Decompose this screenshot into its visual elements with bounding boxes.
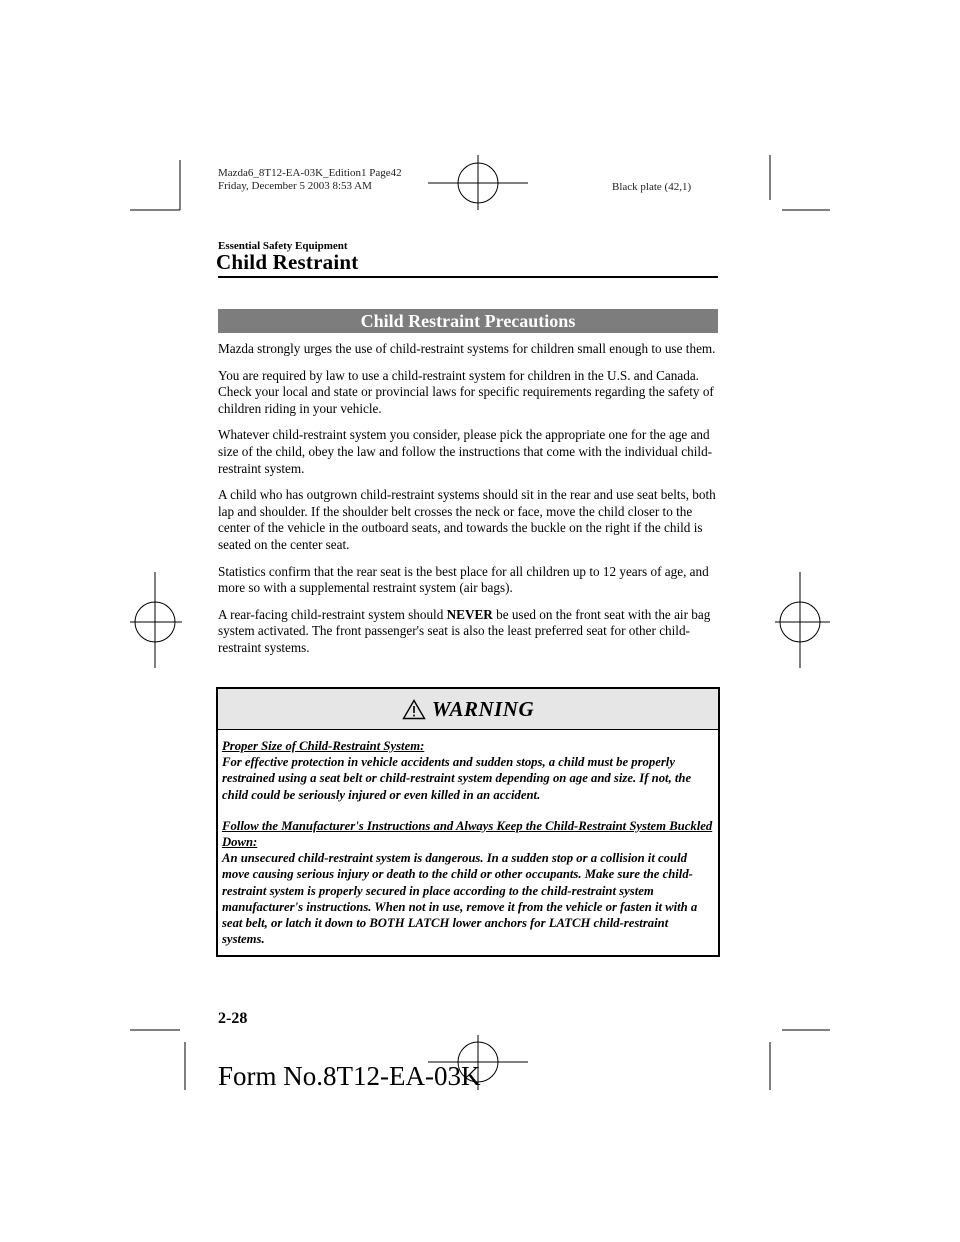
warning-item-text: An unsecured child-restraint system is dangerous. In a sudden stop or a collision it could move causing serious injury or death to the child or other occupants. Make sure the child-restraint system is properly secured in place according to the child-restraint system manufacturer's instructions. When not in use, remove it from the vehicle or fasten it with a seat belt, or latch it down to BOTH LATCH lower anchors for LATCH child-restraint systems. — [222, 851, 698, 947]
paragraph: A child who has outgrown child-restraint systems should sit in the rear and use seat belts, both lap and shoulder. If the shoulder belt crosses the neck or face, move the child closer to the center of the vehicle in the outboard seats, and towards the buckle on the right if the child is seated on the center seat. — [218, 487, 716, 552]
title-rule — [218, 276, 718, 278]
registration-mark-right — [775, 572, 830, 668]
warning-body — [218, 730, 718, 955]
warning-item-heading: Proper Size of Child-Restraint System: — [222, 739, 425, 753]
paragraph: Whatever child-restraint system you consider, please pick the appropriate one for the age and size of the child, obey the law and follow the instructions that come with the individual child-restraint system. — [218, 427, 713, 476]
print-meta-line-2: Friday, December 5 2003 8:53 AM — [218, 180, 372, 192]
warning-item-heading: Follow the Manufacturer's Instructions and Always Keep the Child-Restraint System Buckled Down: — [222, 818, 713, 850]
paragraph-text: be used on the front seat with the air bag system activated. The front passenger's seat is also the least preferred seat for other child-restraint systems. — [218, 606, 711, 655]
print-meta-line-1: Mazda6_8T12-EA-03K_Edition1 Page42 — [218, 167, 402, 179]
warning-item — [222, 738, 714, 803]
body-text — [218, 341, 720, 667]
warning-item-text: For effective protection in vehicle accidents and sudden stops, a child must be properly restrained using a seat belt or child-restraint system depending on age and size. If not, the child could be seriously injured or even killed in an accident. — [222, 755, 692, 802]
warning-title: WARNING — [431, 696, 535, 721]
paragraph: Mazda strongly urges the use of child-restraint systems for children small enough to use them. — [218, 341, 716, 356]
plate-label: Black plate (42,1) — [612, 181, 692, 193]
section-banner: Child Restraint Precautions — [218, 309, 718, 333]
registration-mark-top — [428, 155, 528, 210]
section-label: Essential Safety Equipment — [218, 240, 348, 252]
form-number: Form No.8T12-EA-03K — [218, 1061, 481, 1091]
warning-box — [216, 687, 720, 957]
registration-mark-left — [130, 572, 182, 668]
page-title: Child Restraint — [216, 250, 359, 274]
paragraph: You are required by law to use a child-restraint system for children in the U.S. and Canada. Check your local and state or provincial laws for specific requirements regarding the safety of children riding in your vehicle. — [218, 367, 714, 416]
never-emphasis: NEVER — [446, 606, 493, 622]
warning-item — [222, 818, 714, 948]
paragraph: Statistics confirm that the rear seat is the best place for all children up to 12 years of age, and more so with a supplemental restraint system (air bags). — [218, 563, 709, 596]
paragraph-never — [218, 607, 720, 657]
warning-header — [218, 689, 718, 730]
page-number: 2-28 — [218, 1010, 248, 1027]
warning-triangle-icon — [402, 699, 426, 720]
paragraph-text: A rear-facing child-restraint system should — [218, 606, 447, 622]
